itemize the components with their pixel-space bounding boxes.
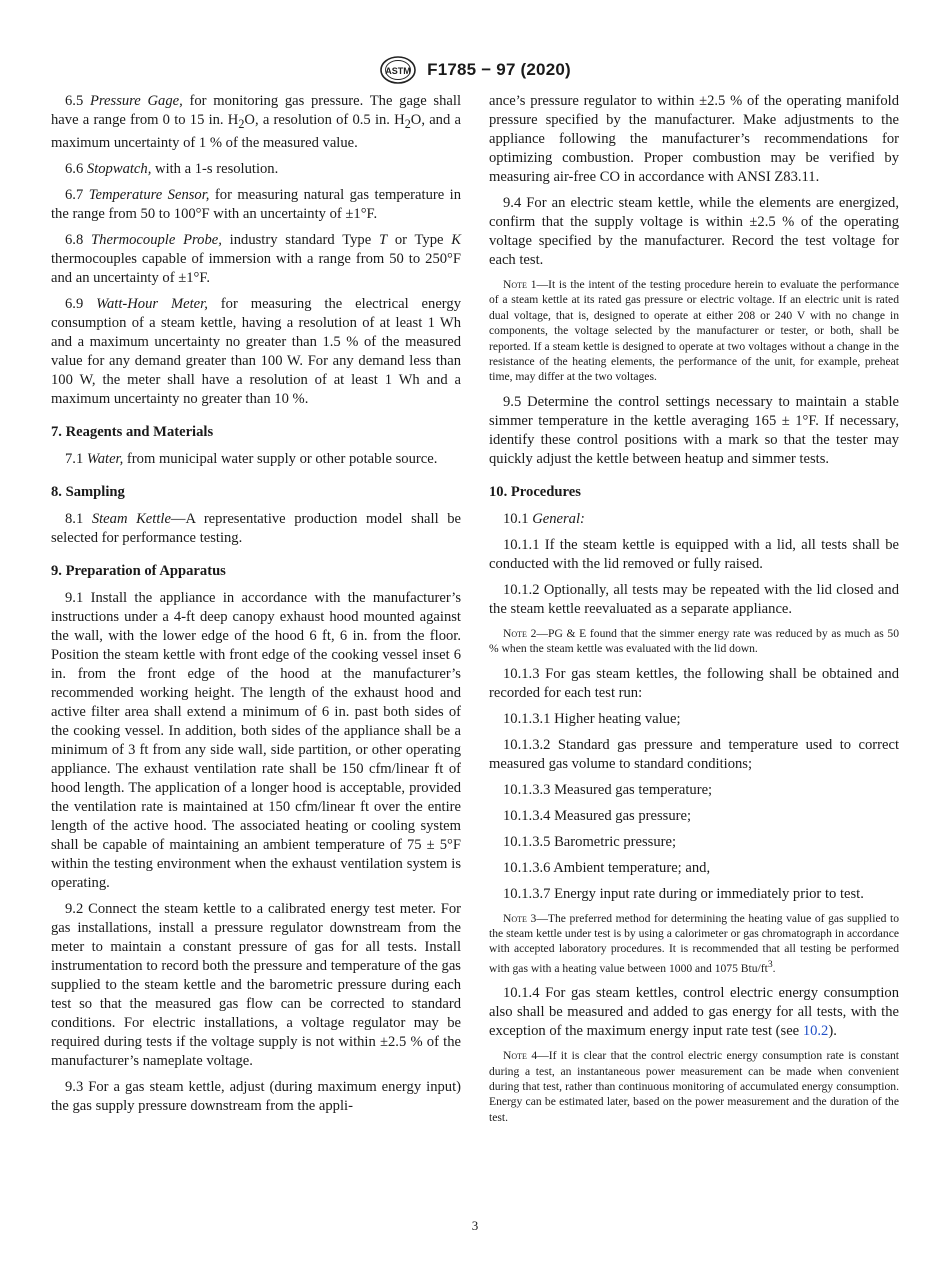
section-6-6: 6.6 Stopwatch, with a 1-s resolution. — [65, 160, 279, 177]
section-10-2-link[interactable]: 10.2 — [802, 1023, 829, 1040]
section-10-1-3-2: 10.1.3.2 Standard gas pressure and temperature used to correct measured gas volume to standard conditions; — [489, 736, 899, 772]
page-header — [0, 53, 950, 87]
section-10-1-4: 10.1.4 For gas steam kettles, control electric energy consumption also shall be measured and added to gas energy for all tests, with the exception of the maximum energy input rate test (see 10.2). — [489, 985, 899, 1040]
section-9-4: 9.4 For an electric steam kettle, while the elements are energized, confirm that the supply voltage is within ±2.5 % of the operating voltage specified by the manufacturer. Record the test voltage for each test. — [489, 195, 899, 268]
section-10-1: 10.1 General: — [503, 510, 585, 527]
section-6-8: 6.8 Thermocouple Probe, industry standard Type T or Type K thermocouples capable of immersion with a range from 50 to 250°F and an uncertainty of ±1°F. — [51, 231, 462, 286]
section-9-2: 9.2 Connect the steam kettle to a calibrated energy test meter. For gas installations, install a pressure regulator downstream from the meter to maintain a constant pressure of gas for all tests. Install instrumentation to record both the pressure and temperature of the gas supplied to the steam kettle and the barometric pressure during each test so that the measured gas flow can be corrected to standard conditions. For electric installations, a voltage regulator may be required during tests if the voltage supply is not within ±2.5 % of the manufacturer’s nameplate voltage. — [51, 900, 461, 1069]
section-7-1: 7.1 Water, from municipal water supply or other potable source. — [65, 450, 438, 467]
section-6-5: 6.5 Pressure Gage, for monitoring gas pressure. The gage shall have a range from 0 to 15 in. $H_2O$, a resolution of 0.5 in. $H_2O$, and a maximum uncertainty of 1 % of the measured value. — [51, 93, 461, 151]
section-10-1-3-4: 10.1.3.4 Measured gas pressure; — [503, 807, 692, 824]
section-10-1-3-7: 10.1.3.7 Energy input rate during or immediately prior to test. — [503, 885, 864, 902]
svg-text:ASTM: ASTM — [385, 66, 411, 76]
section-10-1-1: 10.1.1 If the steam kettle is equipped with a lid, all tests shall be conducted with the lid removed or fully raised. — [489, 536, 899, 572]
section-6-7: 6.7 Temperature Sensor, for measuring natural gas temperature in the range from 50 to 100°F with an uncertainty of ±1°F. — [51, 186, 462, 222]
document-designation: F1785 − 97 (2020) — [427, 60, 571, 79]
section-6-9: 6.9 Watt-Hour Meter, for measuring the electrical energy consumption of a steam kettle, having a resolution of at least 1 Wh and a maximum uncertainty no greater than 1.5 % of the measured value for any demand greater than 100 W. For any demand less than 100 W, the meter shall have a resolution of at least 1 Wh and a maximum uncertainty no greater than 10 %. — [51, 295, 461, 407]
astm-logo-icon — [379, 55, 417, 85]
right-column — [489, 92, 899, 1133]
section-9-3: 9.3 For a gas steam kettle, adjust (during maximum energy input) the gas supply pressure downstream from the appli- — [51, 1078, 461, 1114]
note-1: Note 1—It is the intent of the testing procedure herein to evaluate the performance of a steam kettle at its rated gas pressure or electric voltage. If an electric unit is rated dual voltage, that is, designed to operate at either 208 or 240 V with no change in components, the voltage selected by the manufacturer or tester, or both, shall be reported. If a steam kettle is designed to operate at two voltages without a change in the resistance of the heating elements, the performance of the unit, for example, preheat time, may differ at the two voltages. — [489, 278, 899, 384]
section-9-1: 9.1 Install the appliance in accordance with the manufacturer’s instructions under a 4-ft deep canopy exhaust hood mounted against the wall, with the lower edge of the hood 6 ft, 6 in. from the floor. Position the steam kettle with front edge of the cooking vessel inset 6 in. from the front edge of the hood at the manufacturer’s recommended working height. The length of the exhaust hood and active filter area shall extend a minimum of 6 in. past both sides of the cooking vessel. In addition, both sides of the appliance shall be a minimum of 3 ft from any side wall, side partition, or other operating appliance. The exhaust ventilation rate shall be 150 cfm/linear ft of hood length. The application of a longer hood is acceptable, provided the ventilation rate is maintained at 150 cfm/linear ft over the entire length of the active hood. The associated heating or cooling system shall be capable of maintaining an ambient temperature of 75 ± 5°F within the testing environment when the exhaust ventilation system is operating. — [51, 589, 461, 891]
heading-10: 10. Procedures — [489, 483, 581, 500]
section-10-1-3-1: 10.1.3.1 Higher heating value; — [503, 710, 681, 727]
section-10-1-3-6: 10.1.3.6 Ambient temperature; and, — [503, 859, 711, 876]
section-10-1-3-3: 10.1.3.3 Measured gas temperature; — [503, 781, 713, 798]
heading-9: 9. Preparation of Apparatus — [51, 562, 226, 579]
left-column — [51, 92, 461, 1123]
section-10-1-3: 10.1.3 For gas steam kettles, the following shall be obtained and recorded for each test run: — [489, 665, 899, 701]
page-number: 3 — [471, 1218, 479, 1233]
heading-7: 7. Reagents and Materials — [51, 423, 214, 440]
note-2: Note 2—PG & E found that the simmer energy rate was reduced by as much as 50 % when the steam kettle was evaluated with the lid down. — [489, 626, 899, 656]
section-9-3-continued: ance’s pressure regulator to within ±2.5 % of the operating manifold pressure specified by the manufacturer. Make adjustments to the appliance following the manufacturer’s recommendations for optimizing combustion. Proper combustion may be verified by measuring air-free CO in accordance with ANSI Z83.11. — [489, 93, 899, 185]
heading-8: 8. Sampling — [51, 483, 125, 500]
note-4: Note 4—If it is clear that the control electric energy consumption rate is constant during a test, an instantaneous power measurement can be made when convenient during that test, rather than continuous monitoring of accumulated energy consumption. Energy can be estimated later, based on the power measurement and the duration of the test. — [489, 1049, 899, 1124]
note-3: Note 3—The preferred method for determining the heating value of gas supplied to the steam kettle under test is by using a calorimeter or gas chromatograph in accordance with accepted laboratory procedures. It is recommended that all testing be performed with gas with a heating value between 1000 and 1075 Btu/$ft^3$. — [489, 911, 899, 975]
section-9-5: 9.5 Determine the control settings necessary to maintain a stable simmer temperature in the kettle averaging 165 ± 1°F. If necessary, identify these control positions with a mark so that the tester may quickly adjust the kettle between heatup and simmer tests. — [489, 393, 899, 467]
section-10-1-2: 10.1.2 Optionally, all tests may be repeated with the lid closed and the steam kettle reevaluated as a separate appliance. — [489, 581, 899, 617]
section-8-1: 8.1 Steam Kettle—A representative production model shall be selected for performance testing. — [51, 510, 461, 546]
section-10-1-3-5: 10.1.3.5 Barometric pressure; — [503, 833, 677, 850]
